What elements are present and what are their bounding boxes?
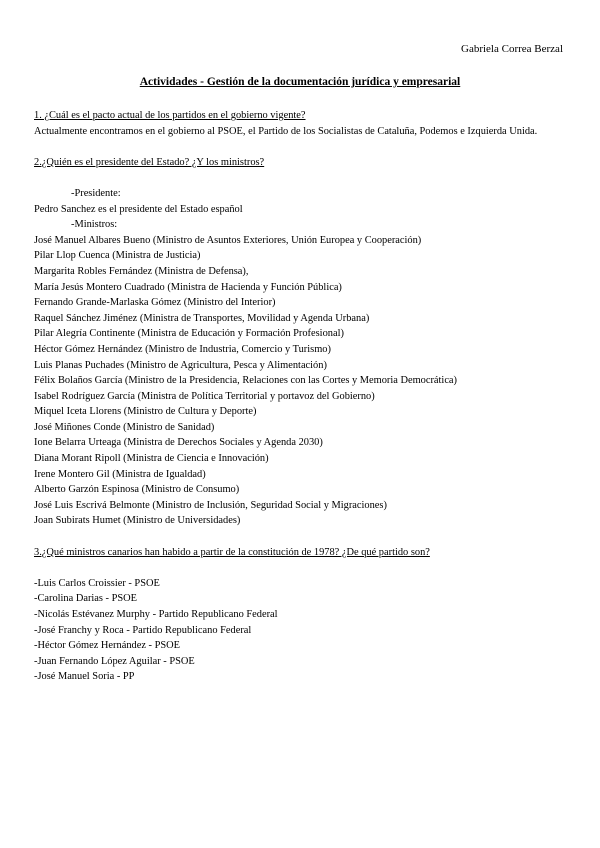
answer-1: Actualmente encontramos en el gobierno al PSOE, el Partido de los Socialistas de Cataluña, Podemos e Izquierda Unida. — [34, 125, 538, 137]
list-item: Margarita Robles Fernández (Ministra de Defensa), — [34, 265, 249, 277]
list-item: -Luis Carlos Croissier - PSOE — [34, 577, 160, 589]
list-item: Pilar Alegría Continente (Ministra de Educación y Formación Profesional) — [34, 328, 344, 340]
list-item: -José Manuel Soria - PP — [34, 671, 135, 683]
president-label: -Presidente: — [71, 187, 121, 199]
list-item: José Manuel Albares Bueno (Ministro de Asuntos Exteriores, Unión Europea y Cooperación) — [34, 234, 422, 246]
document-title: Actividades - Gestión de la documentación jurídica y empresarial — [139, 76, 461, 88]
list-item: -Carolina Darias - PSOE — [34, 593, 138, 605]
list-item: -Héctor Gómez Hernández - PSOE — [34, 640, 180, 652]
list-item: -Juan Fernando López Aguilar - PSOE — [34, 655, 195, 667]
list-item: Fernando Grande-Marlaska Gómez (Ministro del Interior) — [34, 297, 276, 309]
list-item: Joan Subirats Humet (Ministro de Universidades) — [34, 515, 241, 527]
ministers-label: -Ministros: — [71, 219, 118, 231]
list-item: Miquel Iceta Llorens (Ministro de Cultura y Deporte) — [34, 406, 257, 418]
question-3: 3.¿Qué ministros canarios han habido a partir de la constitución de 1978? ¿De qué partido son? — [34, 546, 430, 558]
list-item: -José Franchy y Roca - Partido Republicano Federal — [34, 624, 252, 636]
list-item: Diana Morant Ripoll (Ministra de Ciencia e Innovación) — [34, 453, 269, 465]
document-body — [34, 108, 564, 685]
list-item: Pilar Llop Cuenca (Ministra de Justicia) — [34, 250, 201, 262]
list-item: Luis Planas Puchades (Ministro de Agricultura, Pesca y Alimentación) — [34, 359, 327, 371]
ministers-list — [34, 233, 564, 529]
list-item: Félix Bolaños García (Ministro de la Presidencia, Relaciones con las Cortes y Memoria Democrática) — [34, 375, 458, 387]
list-item: Alberto Garzón Espinosa (Ministro de Consumo) — [34, 484, 240, 496]
list-item: -Nicolás Estévanez Murphy - Partido Republicano Federal — [34, 609, 278, 620]
canarian-ministers-list — [34, 576, 564, 685]
list-item: Héctor Gómez Hernández (Ministro de Industria, Comercio y Turismo) — [34, 343, 331, 355]
list-item: Irene Montero Gil (Ministra de Igualdad) — [34, 468, 206, 480]
question-1: 1. ¿Cuál es el pacto actual de los partidos en el gobierno vigente? — [34, 110, 306, 121]
list-item: José Miñones Conde (Ministro de Sanidad) — [34, 421, 215, 433]
list-item: Isabel Rodríguez García (Ministra de Política Territorial y portavoz del Gobierno) — [34, 390, 375, 402]
list-item: Raquel Sánchez Jiménez (Ministra de Transportes, Movilidad y Agenda Urbana) — [34, 312, 370, 324]
list-item: María Jesús Montero Cuadrado (Ministra de Hacienda y Función Pública) — [34, 281, 342, 293]
question-2: 2.¿Quién es el presidente del Estado? ¿Y los ministros? — [34, 156, 265, 168]
list-item: Ione Belarra Urteaga (Ministra de Derechos Sociales y Agenda 2030) — [34, 437, 323, 449]
list-item: José Luis Escrivá Belmonte (Ministro de Inclusión, Seguridad Social y Migraciones) — [34, 499, 387, 511]
author-name: Gabriela Correa Berzal — [461, 43, 563, 55]
president-text: Pedro Sanchez es el presidente del Estado español — [34, 203, 243, 215]
